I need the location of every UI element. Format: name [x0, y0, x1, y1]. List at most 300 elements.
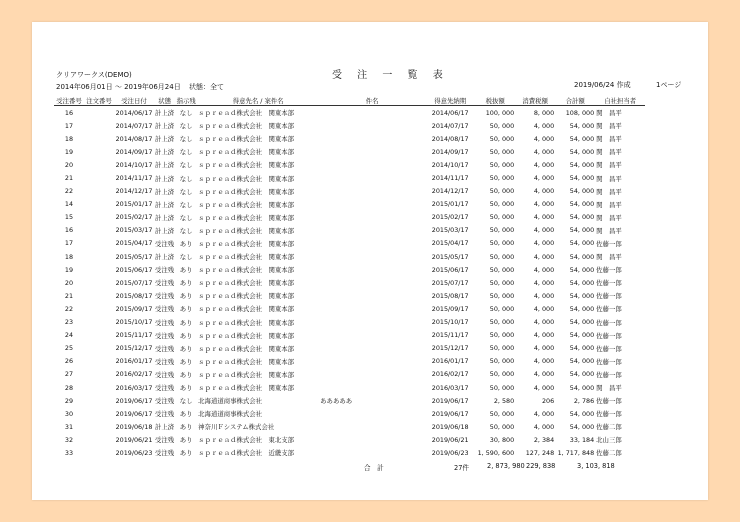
- remaining-cell: なし: [179, 109, 193, 118]
- remaining-cell: あり: [179, 357, 193, 366]
- order-date-cell: 2015/06/17: [115, 265, 153, 274]
- total-cell: 54, 000: [569, 291, 595, 300]
- customer-order-no-cell: [84, 407, 114, 420]
- status-cell: 受注残: [155, 331, 175, 340]
- staff-cell: 関 昌平: [596, 253, 622, 262]
- net-cell: 50, 000: [489, 147, 515, 156]
- customer-cell: ｓｐｒｅａｄ株式会社 関東本部: [198, 266, 295, 275]
- due-date-cell: 2015/07/17: [431, 278, 469, 287]
- subject-cell: [319, 368, 425, 381]
- due-date-cell: 2019/06/21: [431, 435, 469, 444]
- table-row: [54, 342, 645, 355]
- status-cell: 計上済: [155, 423, 175, 432]
- remaining-cell: なし: [179, 226, 193, 235]
- order-no-cell: 17: [64, 121, 74, 130]
- due-date-cell: 2015/05/17: [431, 252, 469, 261]
- order-no-cell: 22: [64, 187, 74, 196]
- customer-order-no-cell: [84, 158, 114, 171]
- customer-order-no-cell: [84, 106, 114, 120]
- order-date-cell: 2015/04/17: [115, 239, 153, 248]
- subject-cell: [319, 250, 425, 263]
- subject-cell: [319, 342, 425, 355]
- net-cell: 50, 000: [489, 357, 515, 366]
- remaining-cell: あり: [179, 305, 193, 314]
- total-cell: 54, 000: [569, 239, 595, 248]
- remaining-cell: なし: [179, 397, 193, 406]
- table-row: [54, 276, 645, 289]
- status-cell: 計上済: [155, 187, 175, 196]
- total-cell: 54, 000: [569, 370, 595, 379]
- customer-cell: ｓｐｒｅａｄ株式会社 関東本部: [198, 226, 295, 235]
- remaining-cell: なし: [179, 135, 193, 144]
- order-date-cell: 2014/07/17: [115, 121, 153, 130]
- table-row: [54, 316, 645, 329]
- order-date-cell: 2015/02/17: [115, 213, 153, 222]
- customer-cell: ｓｐｒｅａｄ株式会社 関東本部: [198, 384, 295, 393]
- subject-cell: [319, 329, 425, 342]
- customer-cell: ｓｐｒｅａｄ株式会社 関東本部: [198, 213, 295, 222]
- due-date-cell: 2015/04/17: [431, 239, 469, 248]
- table-row: [54, 119, 645, 132]
- remaining-cell: あり: [179, 449, 193, 458]
- table-row: [54, 263, 645, 276]
- due-date-cell: 2015/10/17: [431, 318, 469, 327]
- net-cell: 50, 000: [489, 370, 515, 379]
- order-date-cell: 2015/09/17: [115, 304, 153, 313]
- subject-cell: [319, 158, 425, 171]
- total-cell: 54, 000: [569, 200, 595, 209]
- staff-cell: 関 昌平: [596, 122, 622, 131]
- subject-cell: [319, 433, 425, 446]
- remaining-cell: あり: [179, 384, 193, 393]
- net-cell: 100, 000: [485, 108, 515, 117]
- remaining-cell: あり: [179, 410, 193, 419]
- due-date-cell: 2019/06/23: [431, 448, 469, 457]
- customer-cell: 神奈川Ｆシステム株式会社: [198, 423, 275, 432]
- tax-cell: 4, 000: [533, 278, 555, 287]
- tax-cell: 4, 000: [533, 174, 555, 183]
- staff-cell: 佐藤一郎: [596, 397, 622, 406]
- total-cell: 54, 000: [569, 344, 595, 353]
- report-title: 受 注 一 覧 表: [332, 70, 449, 81]
- total-cell: 54, 000: [569, 134, 595, 143]
- customer-order-no-cell: [84, 420, 114, 433]
- tax-cell: 4, 000: [533, 370, 555, 379]
- col-subject-header: 件名: [319, 95, 425, 106]
- table-row: [54, 224, 645, 237]
- customer-cell: ｓｐｒｅａｄ株式会社 東北支部: [198, 436, 295, 445]
- remaining-cell: あり: [179, 292, 193, 301]
- net-cell: 50, 000: [489, 121, 515, 130]
- date-range-text: 2014年06月01日 ～ 2019年06月24日: [56, 83, 181, 91]
- net-cell: 50, 000: [489, 422, 515, 431]
- table-row: [54, 433, 645, 446]
- net-cell: 50, 000: [489, 291, 515, 300]
- customer-cell: ｓｐｒｅａｄ株式会社 関東本部: [198, 305, 295, 314]
- report-page: [32, 22, 708, 500]
- subject-cell: [319, 302, 425, 315]
- col-due-date-header: 得意先納期: [425, 95, 475, 106]
- totals-total: 3, 103, 818: [577, 462, 615, 470]
- staff-cell: 佐藤一郎: [596, 370, 622, 379]
- table-row: [54, 106, 645, 120]
- customer-order-no-cell: [84, 198, 114, 211]
- total-cell: 54, 000: [569, 187, 595, 196]
- order-no-cell: 17: [64, 239, 74, 248]
- totals-label: 合 計: [364, 464, 384, 472]
- status-cell: 計上済: [155, 122, 175, 131]
- order-date-cell: 2014/08/17: [115, 134, 153, 143]
- order-date-cell: 2015/01/17: [115, 200, 153, 209]
- customer-order-no-cell: [84, 237, 114, 250]
- net-cell: 50, 000: [489, 318, 515, 327]
- customer-cell: ｓｐｒｅａｄ株式会社 関東本部: [198, 344, 295, 353]
- order-no-cell: 22: [64, 304, 74, 313]
- subject-cell: [319, 211, 425, 224]
- order-date-cell: 2019/06/23: [115, 448, 153, 457]
- order-date-cell: 2015/03/17: [115, 226, 153, 235]
- remaining-cell: あり: [179, 370, 193, 379]
- customer-cell: ｓｐｒｅａｄ株式会社 関東本部: [198, 135, 295, 144]
- net-cell: 50, 000: [489, 239, 515, 248]
- table-row: [54, 145, 645, 158]
- remaining-cell: なし: [179, 187, 193, 196]
- table-row: [54, 158, 645, 171]
- tax-cell: 4, 000: [533, 187, 555, 196]
- due-date-cell: 2015/02/17: [431, 213, 469, 222]
- status-cell: 受注残: [155, 318, 175, 327]
- customer-cell: ｓｐｒｅａｄ株式会社 関東本部: [198, 109, 295, 118]
- subject-cell: [319, 289, 425, 302]
- net-cell: 50, 000: [489, 187, 515, 196]
- staff-cell: 佐藤一郎: [596, 331, 622, 340]
- customer-cell: ｓｐｒｅａｄ株式会社 関東本部: [198, 279, 295, 288]
- net-cell: 1, 590, 600: [477, 448, 515, 457]
- order-no-cell: 16: [64, 108, 74, 117]
- customer-order-no-cell: [84, 368, 114, 381]
- tax-cell: 4, 000: [533, 383, 555, 392]
- tax-cell: 4, 000: [533, 409, 555, 418]
- subject-cell: [319, 407, 425, 420]
- table-row: [54, 185, 645, 198]
- net-cell: 50, 000: [489, 174, 515, 183]
- table-row: [54, 329, 645, 342]
- order-date-cell: 2019/06/17: [115, 409, 153, 418]
- order-no-cell: 24: [64, 331, 74, 340]
- total-cell: 54, 000: [569, 121, 595, 130]
- customer-order-no-cell: [84, 381, 114, 394]
- col-remaining-header: 指示残: [176, 96, 196, 105]
- order-date-cell: 2016/01/17: [115, 357, 153, 366]
- net-cell: 2, 580: [493, 396, 515, 405]
- total-cell: 54, 000: [569, 318, 595, 327]
- total-cell: 54, 000: [569, 213, 595, 222]
- due-date-cell: 2015/09/17: [431, 304, 469, 313]
- order-no-cell: 26: [64, 357, 74, 366]
- total-cell: 54, 000: [569, 383, 595, 392]
- order-no-cell: 18: [64, 134, 74, 143]
- status-filter: 状態：全て: [188, 83, 224, 91]
- customer-cell: ｓｐｒｅａｄ株式会社 関東本部: [198, 200, 295, 209]
- customer-order-no-cell: [84, 302, 114, 315]
- order-no-cell: 32: [64, 435, 74, 444]
- table-row: [54, 381, 645, 394]
- tax-cell: 4, 000: [533, 422, 555, 431]
- table-row: [54, 394, 645, 407]
- order-date-cell: 2015/10/17: [115, 318, 153, 327]
- staff-cell: 関 昌平: [596, 384, 622, 393]
- due-date-cell: 2015/03/17: [431, 226, 469, 235]
- subject-cell: [319, 263, 425, 276]
- customer-order-no-cell: [84, 171, 114, 184]
- total-cell: 54, 000: [569, 357, 595, 366]
- subject-cell: [319, 316, 425, 329]
- table-row: [54, 289, 645, 302]
- date-range: [56, 82, 224, 92]
- customer-cell: ｓｐｒｅａｄ株式会社 関東本部: [198, 122, 295, 131]
- order-date-cell: 2014/12/17: [115, 187, 153, 196]
- total-cell: 54, 000: [569, 278, 595, 287]
- remaining-cell: なし: [179, 253, 193, 262]
- status-cell: 受注残: [155, 357, 175, 366]
- due-date-cell: 2014/07/17: [431, 121, 469, 130]
- subject-cell: [319, 145, 425, 158]
- customer-cell: 北海道道商事株式会社: [198, 410, 263, 419]
- tax-cell: 4, 000: [533, 331, 555, 340]
- staff-cell: 佐藤一郎: [596, 318, 622, 327]
- staff-cell: 佐藤一郎: [596, 305, 622, 314]
- net-cell: 50, 000: [489, 265, 515, 274]
- due-date-cell: 2014/09/17: [431, 147, 469, 156]
- col-order-date-header: 受注日付: [114, 95, 154, 106]
- order-table: [54, 95, 645, 460]
- subject-cell: [319, 198, 425, 211]
- remaining-cell: あり: [179, 344, 193, 353]
- status-cell: 受注残: [155, 410, 175, 419]
- col-status-header: 状態: [154, 95, 175, 106]
- net-cell: 50, 000: [489, 213, 515, 222]
- order-no-cell: 15: [64, 213, 74, 222]
- status-cell: 計上済: [155, 226, 175, 235]
- subject-cell: [319, 224, 425, 237]
- total-cell: 108, 000: [565, 108, 595, 117]
- subject-cell: [319, 237, 425, 250]
- due-date-cell: 2014/08/17: [431, 134, 469, 143]
- remaining-cell: あり: [179, 318, 193, 327]
- tax-cell: 4, 000: [533, 226, 555, 235]
- net-cell: 50, 000: [489, 409, 515, 418]
- tax-cell: 4, 000: [533, 160, 555, 169]
- table-row: [54, 211, 645, 224]
- staff-cell: 佐藤一郎: [596, 357, 622, 366]
- customer-order-no-cell: [84, 185, 114, 198]
- order-date-cell: 2016/03/17: [115, 383, 153, 392]
- table-row: [54, 302, 645, 315]
- tax-cell: 4, 000: [533, 252, 555, 261]
- order-no-cell: 20: [64, 278, 74, 287]
- total-cell: 54, 000: [569, 409, 595, 418]
- order-no-cell: 23: [64, 318, 74, 327]
- order-no-cell: 19: [64, 265, 74, 274]
- order-no-cell: 19: [64, 147, 74, 156]
- order-no-cell: 21: [64, 174, 74, 183]
- order-no-cell: 14: [64, 200, 74, 209]
- table-header-row: [54, 95, 645, 106]
- staff-cell: 佐藤二郎: [596, 423, 622, 432]
- status-cell: 計上済: [155, 213, 175, 222]
- order-no-cell: 21: [64, 291, 74, 300]
- remaining-cell: あり: [179, 279, 193, 288]
- table-row: [54, 198, 645, 211]
- table-body: [54, 106, 645, 460]
- staff-cell: 関 昌平: [596, 187, 622, 196]
- status-cell: 計上済: [155, 161, 175, 170]
- net-cell: 50, 000: [489, 304, 515, 313]
- status-cell: 計上済: [155, 200, 175, 209]
- subject-cell: あああああ: [320, 397, 353, 406]
- customer-cell: ｓｐｒｅａｄ株式会社 関東本部: [198, 148, 295, 157]
- tax-cell: 4, 000: [533, 121, 555, 130]
- tax-cell: 4, 000: [533, 318, 555, 327]
- staff-cell: 関 昌平: [596, 161, 622, 170]
- order-date-cell: 2015/05/17: [115, 252, 153, 261]
- remaining-cell: あり: [179, 423, 193, 432]
- table-row: [54, 237, 645, 250]
- col-customer-order-no-header: 注文番号: [84, 95, 114, 106]
- remaining-cell: なし: [179, 161, 193, 170]
- col-tax-header: 消費税額: [515, 95, 555, 106]
- customer-order-no-cell: [84, 394, 114, 407]
- staff-cell: 佐藤一郎: [596, 266, 622, 275]
- remaining-cell: あり: [179, 239, 193, 248]
- status-cell: 計上済: [155, 148, 175, 157]
- due-date-cell: 2015/12/17: [431, 344, 469, 353]
- order-date-cell: 2015/11/17: [115, 331, 153, 340]
- net-cell: 50, 000: [489, 134, 515, 143]
- remaining-cell: なし: [179, 148, 193, 157]
- tax-cell: 2, 384: [533, 435, 555, 444]
- customer-order-no-cell: [84, 342, 114, 355]
- customer-order-no-cell: [84, 211, 114, 224]
- order-no-cell: 16: [64, 226, 74, 235]
- remaining-cell: なし: [179, 174, 193, 183]
- due-date-cell: 2016/01/17: [431, 357, 469, 366]
- status-cell: 受注残: [155, 436, 175, 445]
- tax-cell: 4, 000: [533, 147, 555, 156]
- staff-cell: 関 昌平: [596, 213, 622, 222]
- staff-cell: 関 昌平: [596, 148, 622, 157]
- tax-cell: 4, 000: [533, 239, 555, 248]
- subject-cell: [319, 276, 425, 289]
- col-order-no-header: 受注番号: [54, 95, 84, 106]
- subject-cell: [319, 446, 425, 459]
- customer-order-no-cell: [84, 263, 114, 276]
- tax-cell: 4, 000: [533, 291, 555, 300]
- customer-cell: ｓｐｒｅａｄ株式会社 関東本部: [198, 174, 295, 183]
- due-date-cell: 2014/10/17: [431, 160, 469, 169]
- net-cell: 50, 000: [489, 252, 515, 261]
- total-cell: 54, 000: [569, 331, 595, 340]
- tax-cell: 4, 000: [533, 344, 555, 353]
- total-cell: 54, 000: [569, 226, 595, 235]
- customer-cell: ｓｐｒｅａｄ株式会社 関東本部: [198, 292, 295, 301]
- col-staff-header: 自社担当者: [595, 95, 645, 106]
- customer-order-no-cell: [84, 433, 114, 446]
- status-cell: 受注残: [155, 370, 175, 379]
- status-cell: 受注残: [155, 266, 175, 275]
- order-date-cell: 2016/02/17: [115, 370, 153, 379]
- net-cell: 50, 000: [489, 200, 515, 209]
- subject-cell: [319, 420, 425, 433]
- due-date-cell: 2016/03/17: [431, 383, 469, 392]
- due-date-cell: 2014/12/17: [431, 187, 469, 196]
- due-date-cell: 2015/11/17: [431, 331, 469, 340]
- order-date-cell: 2015/07/17: [115, 278, 153, 287]
- table-row: [54, 132, 645, 145]
- totals-count: 27件: [454, 464, 469, 472]
- staff-cell: 関 昌平: [596, 226, 622, 235]
- order-no-cell: 18: [64, 252, 74, 261]
- customer-cell: ｓｐｒｅａｄ株式会社 関東本部: [198, 161, 295, 170]
- table-row: [54, 171, 645, 184]
- total-cell: 54, 000: [569, 160, 595, 169]
- total-cell: 1, 717, 848: [557, 448, 595, 457]
- status-cell: 受注残: [155, 239, 175, 248]
- due-date-cell: 2014/06/17: [431, 108, 469, 117]
- tax-cell: 4, 000: [533, 357, 555, 366]
- status-cell: 受注残: [155, 384, 175, 393]
- customer-order-no-cell: [84, 224, 114, 237]
- staff-cell: 佐藤二郎: [596, 449, 622, 458]
- customer-order-no-cell: [84, 276, 114, 289]
- status-cell: 受注残: [155, 279, 175, 288]
- col-customer-header: 得意先名 / 案件名: [197, 95, 319, 106]
- net-cell: 50, 000: [489, 226, 515, 235]
- status-cell: 計上済: [155, 174, 175, 183]
- order-no-cell: 25: [64, 344, 74, 353]
- due-date-cell: 2019/06/17: [431, 409, 469, 418]
- status-cell: 受注残: [155, 292, 175, 301]
- staff-cell: 佐藤一郎: [596, 344, 622, 353]
- order-no-cell: 29: [64, 396, 74, 405]
- net-cell: 50, 000: [489, 344, 515, 353]
- status-cell: 計上済: [155, 135, 175, 144]
- company-name: クリアワークス(DEMO): [56, 71, 132, 79]
- customer-cell: ｓｐｒｅａｄ株式会社 関東本部: [198, 370, 295, 379]
- status-cell: 受注残: [155, 305, 175, 314]
- subject-cell: [319, 106, 425, 120]
- net-cell: 50, 000: [489, 331, 515, 340]
- order-no-cell: 28: [64, 383, 74, 392]
- due-date-cell: 2016/02/17: [431, 370, 469, 379]
- table-row: [54, 420, 645, 433]
- staff-cell: 関 昌平: [596, 135, 622, 144]
- order-no-cell: 30: [64, 409, 74, 418]
- subject-cell: [319, 381, 425, 394]
- created-date: 2019/06/24 作成: [574, 81, 631, 89]
- table-row: [54, 250, 645, 263]
- total-cell: 33, 184: [569, 435, 595, 444]
- status-cell: 受注残: [155, 449, 175, 458]
- customer-cell: 北海道道商事株式会社: [198, 397, 263, 406]
- customer-cell: ｓｐｒｅａｄ株式会社 関東本部: [198, 318, 295, 327]
- total-cell: 54, 000: [569, 252, 595, 261]
- staff-cell: 関 昌平: [596, 174, 622, 183]
- customer-order-no-cell: [84, 132, 114, 145]
- customer-cell: ｓｐｒｅａｄ株式会社 関東本部: [198, 253, 295, 262]
- due-date-cell: 2015/08/17: [431, 291, 469, 300]
- total-cell: 2, 786: [573, 396, 595, 405]
